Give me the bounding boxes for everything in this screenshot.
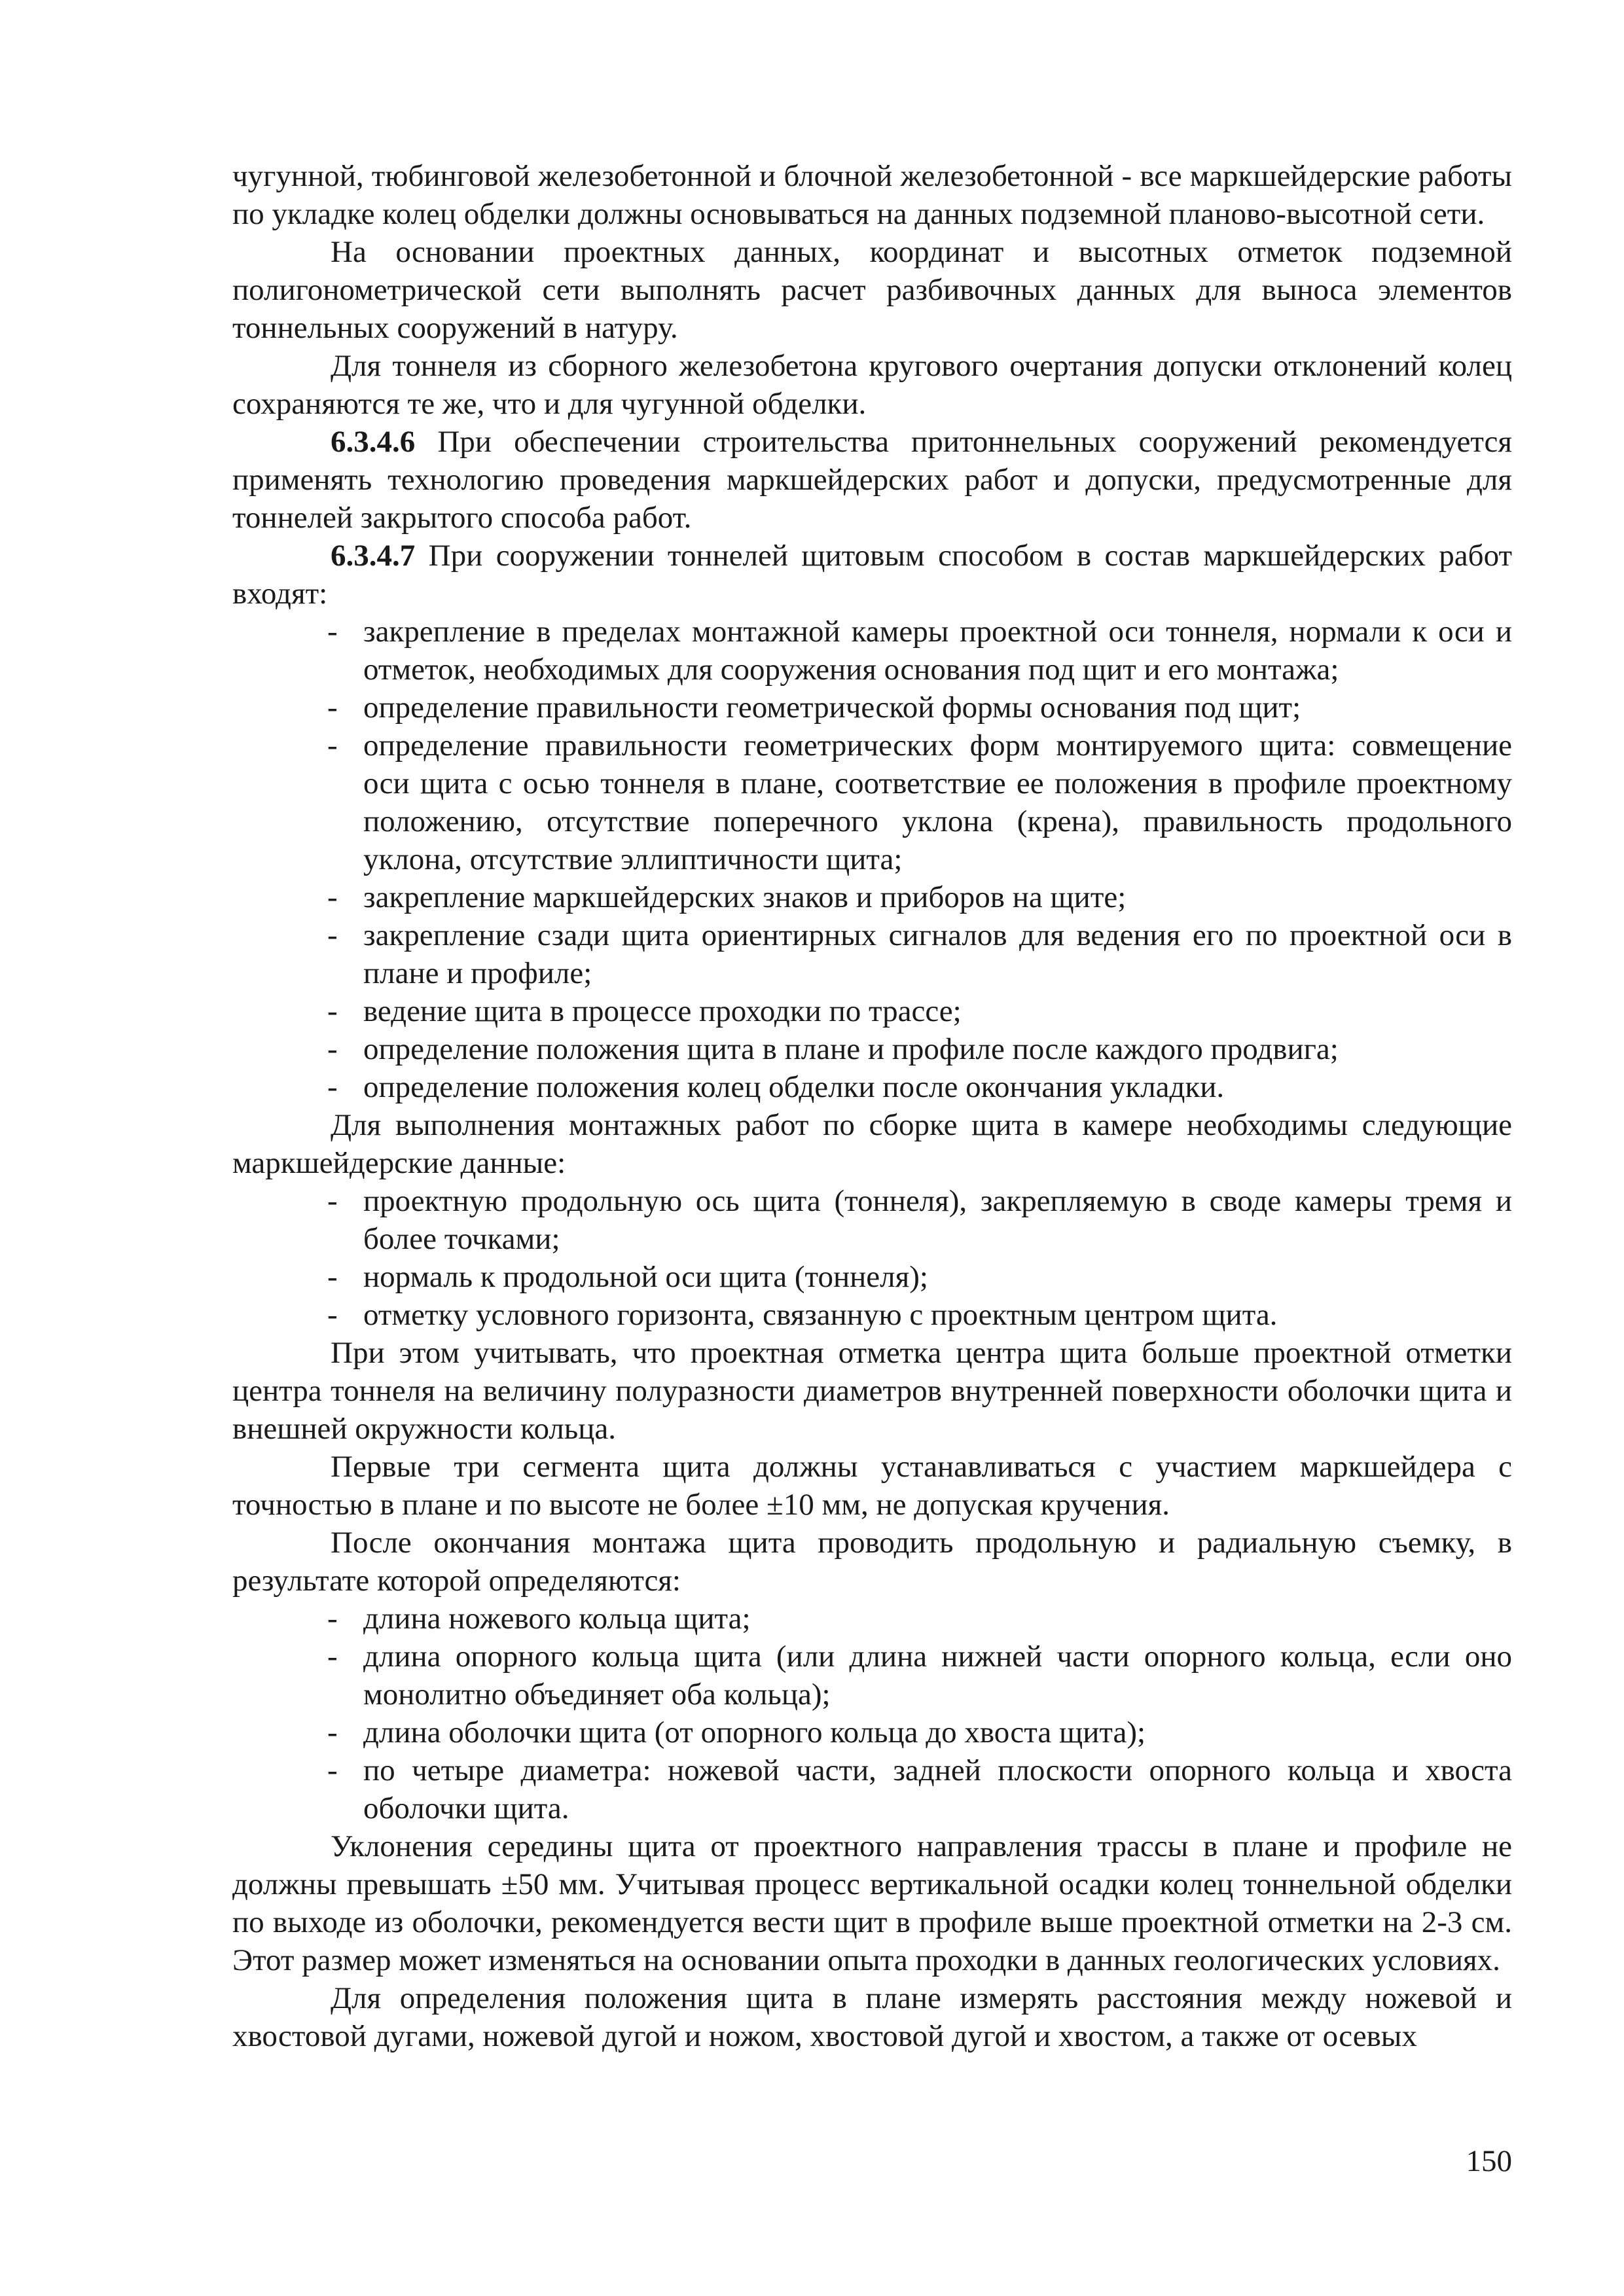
list-item: - нормаль к продольной оси щита (тоннеля);	[363, 1258, 1512, 1296]
paragraph-deviation: Уклонения середины щита от проектного направления трассы в плане и профиле не должны превышать ±50 мм. Учитывая процесс вертикальной осадки колец тоннельной обделки по выходе из оболочки, рекомендуется вести щит в профиле выше проектной отметки на 2-3 см. Этот размер может изменяться на основании опыта проходки в данных геологических условиях.	[232, 1829, 1512, 1977]
list-item: - длина оболочки щита (от опорного кольца до хвоста щита);	[363, 1713, 1512, 1751]
dash-marker: -	[327, 994, 338, 1028]
dash-marker: -	[327, 1298, 338, 1332]
dash-marker: -	[327, 1260, 338, 1294]
survey-works-list	[232, 613, 1512, 1106]
dash-marker: -	[327, 1070, 338, 1104]
paragraph-position: Для определения положения щита в плане измерять расстояния между ножевой и хвостовой дугами, ножевой дугой и ножом, хвостовой дугой и хвостом, а также от осевых	[232, 1981, 1512, 2053]
dash-marker: -	[327, 1032, 338, 1066]
section-number: 6.3.4.7	[331, 539, 416, 573]
dash-marker: -	[327, 1184, 338, 1218]
dash-marker: -	[327, 1715, 338, 1749]
list-item: - определение положения колец обделки после окончания укладки.	[363, 1068, 1512, 1106]
paragraph-assembly-data: Для выполнения монтажных работ по сборке щита в камере необходимы следующие маркшейдерские данные:	[232, 1108, 1512, 1180]
list-item: - определение правильности геометрических форм монтируемого щита: совмещение оси щита с осью тоннеля в плане, соответствие ее положения в профиле проектному положению, отсутствие поперечного уклона (крена), правильность продольного уклона, отсутствие эллиптичности щита;	[363, 726, 1512, 878]
paragraph-calculation: На основании проектных данных, координат и высотных отметок подземной полигонометрической сети выполнять расчет разбивочных данных для выноса элементов тоннельных сооружений в натуру.	[232, 235, 1512, 345]
list-item: - длина опорного кольца щита (или длина нижней части опорного кольца, если оно монолитно объединяет оба кольца);	[363, 1638, 1512, 1713]
dash-marker: -	[327, 1753, 338, 1787]
dash-marker: -	[327, 615, 338, 649]
dash-marker: -	[327, 1602, 338, 1636]
dash-marker: -	[327, 1640, 338, 1674]
list-item: - проектную продольную ось щита (тоннеля), закрепляемую в своде камеры тремя и более точками;	[363, 1182, 1512, 1258]
assembly-data-list	[232, 1182, 1512, 1334]
dash-marker: -	[327, 918, 338, 952]
section-text: При сооружении тоннелей щитовым способом в состав маркшейдерских работ входят:	[232, 539, 1512, 611]
page-number: 150	[1466, 2144, 1512, 2178]
section-number: 6.3.4.6	[331, 425, 416, 459]
dash-marker: -	[327, 728, 338, 762]
section-6-3-4-7	[232, 537, 1512, 613]
list-item: - закрепление в пределах монтажной камеры проектной оси тоннеля, нормали к оси и отметок, необходимых для сооружения основания под щит и его монтажа;	[363, 613, 1512, 689]
dash-marker: -	[327, 880, 338, 914]
list-item: - отметку условного горизонта, связанную с проектным центром щита.	[363, 1296, 1512, 1334]
list-item: - ведение щита в процессе проходки по трассе;	[363, 992, 1512, 1030]
dash-marker: -	[327, 691, 338, 725]
paragraph-first-segments: Первые три сегмента щита должны устанавливаться с участием маркшейдера с точностью в плане и по высоте не более ±10 мм, не допуская кручения.	[232, 1450, 1512, 1522]
paragraph-center-mark: При этом учитывать, что проектная отметка центра щита больше проектной отметки центра тоннеля на величину полуразности диаметров внутренней поверхности оболочки щита и внешней окружности кольца.	[232, 1336, 1512, 1446]
list-item: - по четыре диаметра: ножевой части, задней плоскости опорного кольца и хвоста оболочки щита.	[363, 1751, 1512, 1827]
list-item: - определение положения щита в плане и профиле после каждого продвига;	[363, 1030, 1512, 1068]
paragraph-survey: После окончания монтажа щита проводить продольную и радиальную съемку, в результате которой определяются:	[232, 1526, 1512, 1598]
list-item: - длина ножевого кольца щита;	[363, 1600, 1512, 1638]
section-6-3-4-6	[232, 423, 1512, 537]
document-body	[232, 157, 1512, 2055]
list-item: - определение правильности геометрической формы основания под щит;	[363, 689, 1512, 726]
list-item: - закрепление сзади щита ориентирных сигналов для ведения его по проектной оси в плане и профиле;	[363, 916, 1512, 992]
paragraph-continuation: чугунной, тюбинговой железобетонной и блочной железобетонной - все маркшейдерские работы по укладке колец обделки должны основываться на данных подземной планово-высотной сети.	[232, 159, 1512, 231]
paragraph-tolerance: Для тоннеля из сборного железобетона кругового очертания допуски отклонений колец сохраняются те же, что и для чугунной обделки.	[232, 349, 1512, 421]
section-text: При обеспечении строительства притоннельных сооружений рекомендуется применять технологию проведения маркшейдерских работ и допуски, предусмотренные для тоннелей закрытого способа работ.	[232, 425, 1512, 535]
measurements-list	[232, 1600, 1512, 1827]
list-item: - закрепление маркшейдерских знаков и приборов на щите;	[363, 878, 1512, 916]
